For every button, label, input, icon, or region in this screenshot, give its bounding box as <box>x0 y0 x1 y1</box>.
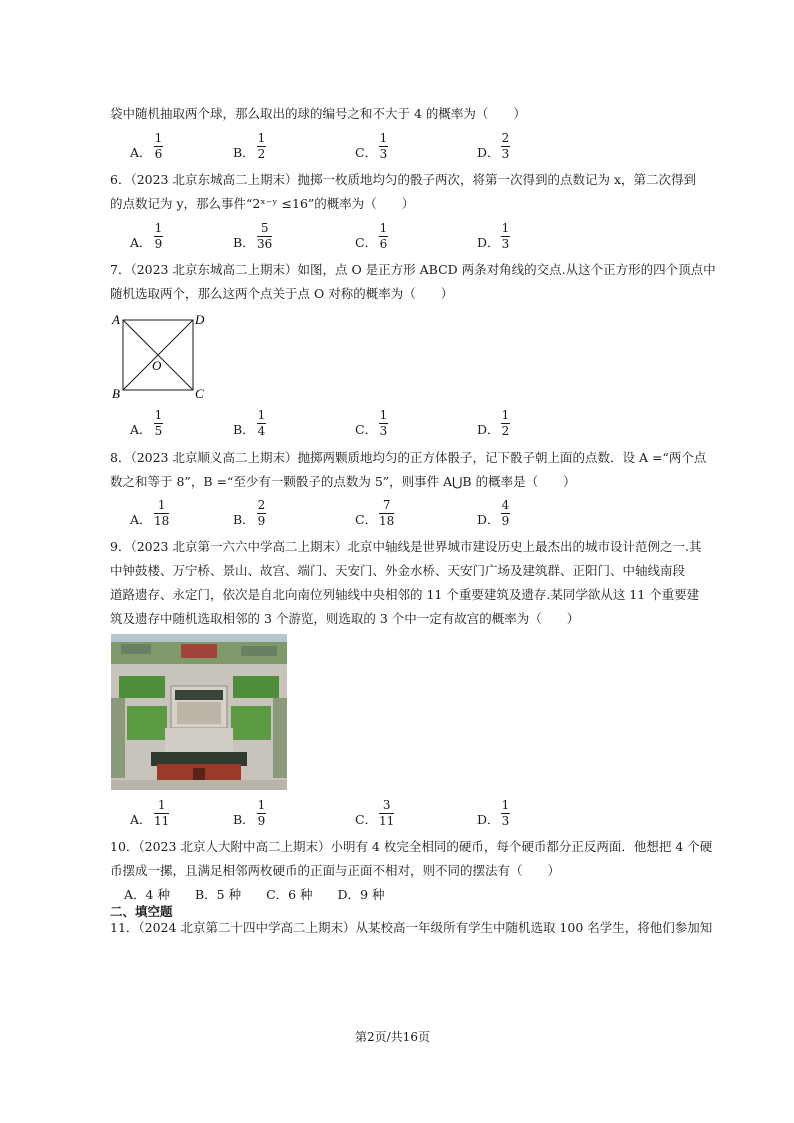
beijing-axis-aerial-photo <box>111 634 287 790</box>
option-letter: A． <box>130 512 152 527</box>
fraction <box>379 132 388 161</box>
option-letter: C． <box>355 235 378 250</box>
fraction <box>154 799 169 828</box>
q9-text-line2: 中钟鼓楼、万宁桥、景山、故宫、端门、天安门、外金水桥、天安门广场及建筑群、正阳门、中轴线南段 <box>110 563 686 578</box>
fraction-numerator: 1 <box>379 131 388 145</box>
q9-text-line4: 筑及遗存中随机选取相邻的 3 个游览，则选取的 3 个中一定有故宫的概率为（ ） <box>110 611 580 626</box>
fraction-denominator: 3 <box>501 147 510 161</box>
fraction <box>154 222 163 251</box>
fraction-numerator: 1 <box>501 798 510 812</box>
fraction <box>154 132 163 161</box>
page-number: 第2页/共16页 <box>355 1030 430 1044</box>
q7-text-line1: 7．（2023 北京东城高二上期末）如图，点 O 是正方形 ABCD 两条对角线的交点.从这个正方形的四个顶点中 <box>110 262 716 277</box>
option-letter: B． <box>233 235 255 250</box>
fraction-denominator: 3 <box>501 237 510 251</box>
fraction-numerator: 1 <box>154 408 163 422</box>
option-letter: D． <box>477 145 500 160</box>
vertex-label-c: C <box>195 386 204 401</box>
fraction-numerator: 1 <box>257 408 266 422</box>
fraction-numerator: 1 <box>379 221 388 235</box>
fraction-numerator: 1 <box>501 408 510 422</box>
fraction-numerator: 1 <box>154 221 163 235</box>
fraction <box>501 409 510 438</box>
q10-text-line2: 币摆成一摞，且满足相邻两枚硬币的正面与正面不相对，则不同的摆法有（ ） <box>110 863 561 878</box>
fraction-denominator: 36 <box>257 237 273 251</box>
section-heading-fill-in: 二、填空题 <box>110 904 173 919</box>
option-letter: A． <box>130 235 152 250</box>
fraction-numerator: 2 <box>501 131 510 145</box>
q6-text-line1: 6．（2023 北京东城高二上期末）抛掷一枚质地均匀的骰子两次，将第一次得到的点数记为 x，第二次得到 <box>110 172 697 187</box>
option-letter: D． <box>477 422 500 437</box>
option-letter: A． <box>130 422 152 437</box>
vertex-label-b: B <box>112 386 120 401</box>
fraction <box>257 799 266 828</box>
fraction <box>257 222 272 251</box>
q5-text: 袋中随机抽取两个球，那么取出的球的编号之和不大于 4 的概率为（ ） <box>110 106 526 121</box>
fraction-numerator: 4 <box>501 498 510 512</box>
fraction <box>501 799 510 828</box>
fraction-denominator: 18 <box>154 514 170 528</box>
fraction <box>154 409 163 438</box>
fraction <box>257 499 266 528</box>
option-letter: B． <box>233 422 255 437</box>
fraction <box>501 222 510 251</box>
fraction-denominator: 2 <box>501 424 510 438</box>
fraction-numerator: 1 <box>257 131 266 145</box>
fraction-denominator: 18 <box>379 514 395 528</box>
fraction-numerator: 3 <box>382 798 391 812</box>
fraction <box>501 132 510 161</box>
fraction-denominator: 3 <box>379 147 388 161</box>
option-letter: D． <box>477 812 500 827</box>
fraction-denominator: 2 <box>257 147 266 161</box>
fraction-numerator: 7 <box>382 498 391 512</box>
vertex-label-a: A <box>112 312 120 327</box>
fraction-denominator: 9 <box>257 514 266 528</box>
option-letter: A． <box>130 812 152 827</box>
fraction <box>379 799 394 828</box>
q8-text-line1: 8．（2023 北京顺义高二上期末）抛掷两颗质地均匀的正方体骰子，记下骰子朝上面的点数．设 A =“两个点 <box>110 450 707 465</box>
fraction <box>501 499 510 528</box>
q10-options: A．4 种 B．5 种 C．6 种 D．9 种 <box>124 887 385 902</box>
fraction-denominator: 11 <box>154 814 170 828</box>
option-letter: C． <box>355 812 378 827</box>
vertex-label-d: D <box>195 312 205 327</box>
q7-text-line2: 随机选取两个，那么这两个点关于点 O 对称的概率为（ ） <box>110 286 454 301</box>
q10-text-line1: 10．（2023 北京人大附中高二上期末）小明有 4 枚完全相同的硬币，每个硬币都分正反两面．他想把 4 个硬 <box>110 839 713 854</box>
fraction <box>379 409 388 438</box>
option-letter: D． <box>477 512 500 527</box>
option-letter: B． <box>233 512 255 527</box>
fraction-denominator: 9 <box>154 237 163 251</box>
option-letter: C． <box>355 145 378 160</box>
fraction-numerator: 5 <box>260 221 269 235</box>
fraction <box>379 499 394 528</box>
fraction-denominator: 9 <box>501 514 510 528</box>
fraction-denominator: 9 <box>257 814 266 828</box>
fraction-denominator: 5 <box>154 424 163 438</box>
fraction-denominator: 6 <box>154 147 163 161</box>
option-letter: C． <box>355 512 378 527</box>
fraction-denominator: 4 <box>257 424 266 438</box>
option-letter: D． <box>477 235 500 250</box>
q9-text-line1: 9．（2023 北京第一六六中学高二上期末）北京中轴线是世界城市建设历史上最杰出的城市设计范例之一.其 <box>110 539 702 554</box>
fraction-numerator: 1 <box>379 408 388 422</box>
q11-text-line1: 11．（2024 北京第二十四中学高二上期末）从某校高一年级所有学生中随机选取 100 名学生，将他们参加知 <box>110 920 713 935</box>
fraction-denominator: 3 <box>501 814 510 828</box>
fraction <box>379 222 388 251</box>
center-label-o: O <box>152 358 162 373</box>
fraction <box>154 499 169 528</box>
fraction-numerator: 2 <box>257 498 266 512</box>
square-abcd-diagram <box>108 308 212 402</box>
fraction-numerator: 1 <box>501 221 510 235</box>
fraction <box>257 132 266 161</box>
option-letter: A． <box>130 145 152 160</box>
fraction-numerator: 1 <box>157 498 166 512</box>
fraction-denominator: 11 <box>379 814 395 828</box>
q8-text-line2: 数之和等于 8”，B =“至少有一颗骰子的点数为 5”，则事件 A⋃B 的概率是（ ） <box>110 474 576 489</box>
fraction <box>257 409 266 438</box>
option-letter: B． <box>233 812 255 827</box>
fraction-numerator: 1 <box>154 131 163 145</box>
q9-text-line3: 道路遗存、永定门，依次是自北向南位列轴线中央相邻的 11 个重要建筑及遗存.某同学欲从这 11 个重要建 <box>110 587 700 602</box>
fraction-denominator: 3 <box>379 424 388 438</box>
option-letter: C． <box>355 422 378 437</box>
q6-text-line2: 的点数记为 y，那么事件“2ˣ⁻ʸ ≤16”的概率为（ ） <box>110 196 415 211</box>
fraction-numerator: 1 <box>257 798 266 812</box>
option-letter: B． <box>233 145 255 160</box>
fraction-denominator: 6 <box>379 237 388 251</box>
fraction-numerator: 1 <box>157 798 166 812</box>
